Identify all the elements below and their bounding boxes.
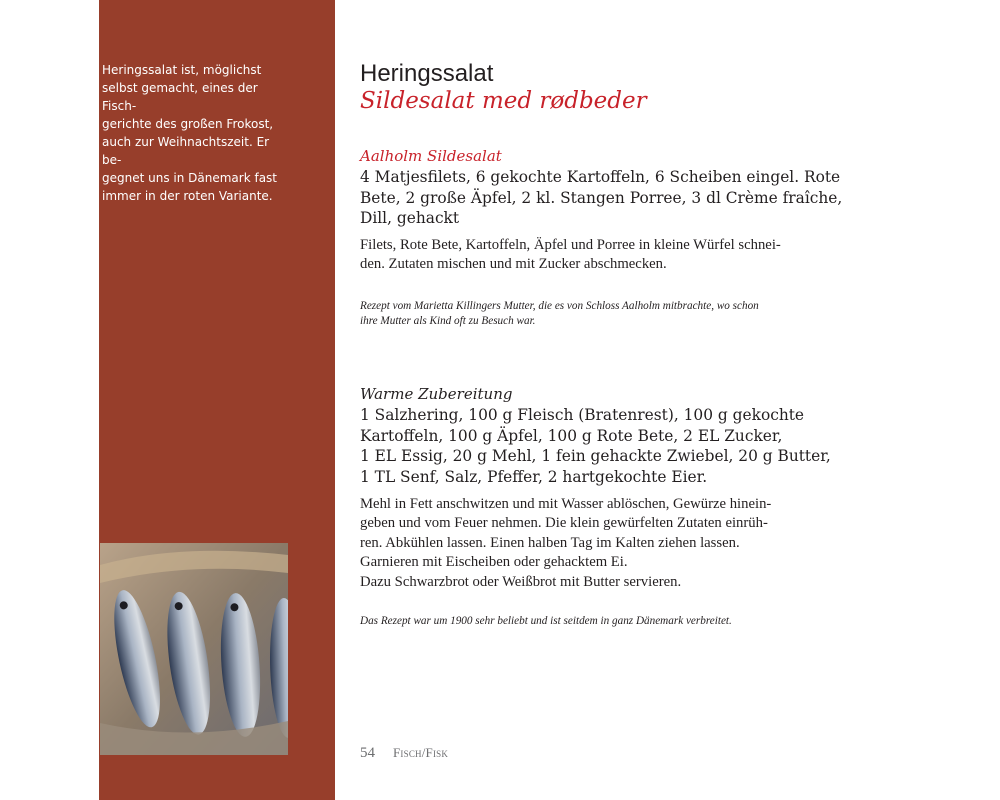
page-number: 54	[360, 745, 375, 761]
variant2-instructions: Mehl in Fett anschwitzen und mit Wasser ablöschen, Gewürze hinein- geben und vom Feuer nehmen. Die klein gewürfelten Zutaten einrüh- ren. Abkühlen lassen. Einen halben Tag im Kalten ziehen lassen. Garnieren mit Eischeiben oder gehacktem Ei. Dazu Schwarzbrot oder Weißbrot mit Butter servieren.	[360, 496, 772, 590]
variant2-heading: Warme Zubereitung	[360, 385, 513, 403]
variant1-heading: Aalholm Sildesalat	[360, 147, 502, 165]
sidebar-intro-text: Heringssalat ist, möglichst selbst gemacht, eines der Fisch- gerichte des großen Frokost, auch zur Weihnachtszeit. Er be- gegnet uns in Dänemark fast immer in der roten Variante.	[102, 63, 278, 203]
section-label: Fisch/Fisk	[393, 745, 449, 760]
variant1-instructions: Filets, Rote Bete, Kartoffeln, Äpfel und Porree in kleine Würfel schnei- den. Zutaten mischen und mit Zucker abschmecken.	[360, 237, 781, 273]
variant2-note: Das Rezept war um 1900 sehr beliebt und ist seitdem in ganz Dänemark verbreitet.	[360, 615, 732, 627]
page-footer	[360, 744, 448, 762]
variant1-note: Rezept vom Marietta Killingers Mutter, die es von Schloss Aalholm mitbrachte, wo schon ihre Mutter als Kind oft zu Besuch war.	[360, 300, 759, 327]
variant1-ingredients: 4 Matjesfilets, 6 gekochte Kartoffeln, 6 Scheiben eingel. Rote Bete, 2 große Äpfel, 2 kl. Stangen Porree, 3 dl Crème fraîche, Dill, gehackt	[360, 168, 843, 227]
variant2-ingredients: 1 Salzhering, 100 g Fleisch (Bratenrest), 100 g gekochte Kartoffeln, 100 g Äpfel, 100 g Rote Bete, 2 EL Zucker, 1 EL Essig, 20 g Mehl, 1 fein gehackte Zwiebel, 20 g Butter, 1 TL Senf, Salz, Pfeffer, 2 hartgekochte Eier.	[360, 406, 831, 486]
recipe-title-german: Heringssalat	[360, 60, 494, 87]
herring-photo	[100, 543, 288, 755]
recipe-title-danish: Sildesalat med rødbeder	[360, 88, 647, 114]
